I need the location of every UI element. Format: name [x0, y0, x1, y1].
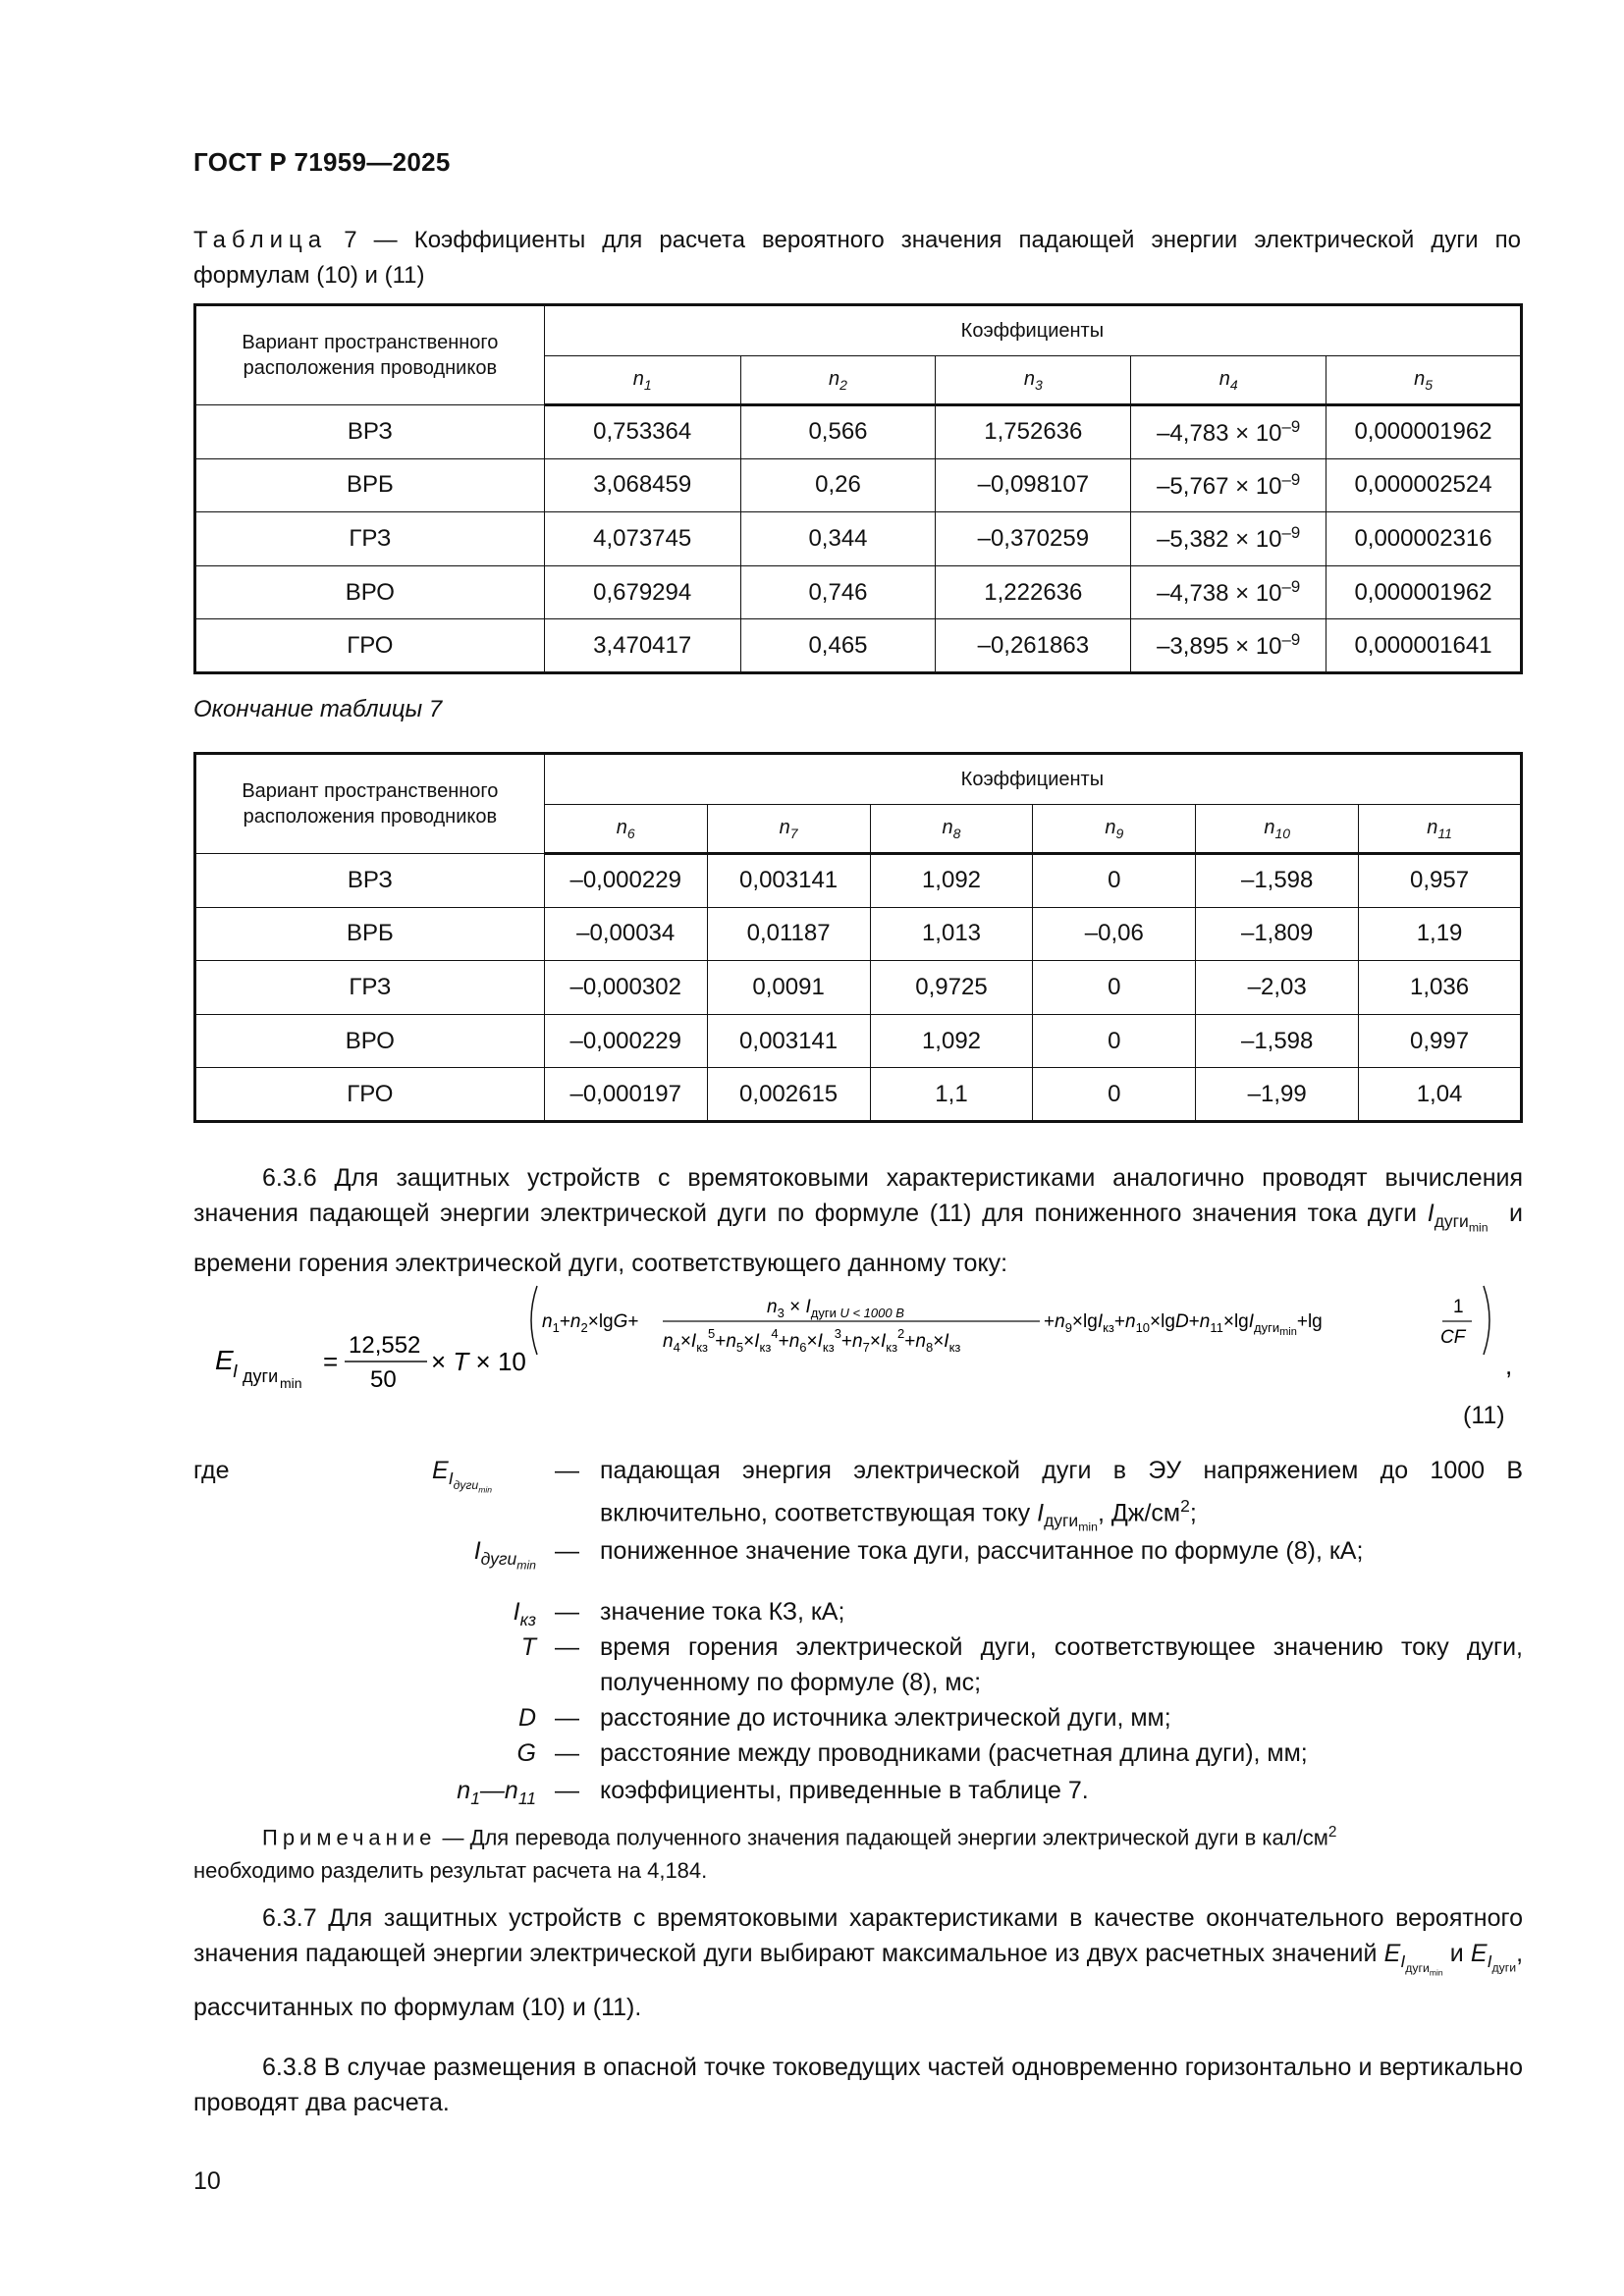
- column-header: $n_{10}$: [1196, 805, 1359, 854]
- value-cell: –0,098107: [936, 458, 1131, 512]
- page-number: 10: [193, 2167, 221, 2195]
- value-cell: –0,000229: [544, 854, 707, 908]
- paragraph-6-3-6: 6.3.6 Для защитных устройств с времятоковыми характеристиками аналогично проводят вычисления значения падающей энергии электрической дуги по формуле (11) для пониженного значения тока дуги $I_{дуги_{min}}$ и времени горения электрической дуги, соответствующего данному току:: [193, 1164, 1523, 1277]
- note-text: — Для перевода полученного значения падающей энергии электрической дуги в кал/см: [436, 1825, 1328, 1850]
- value-cell: 0,01187: [707, 907, 870, 961]
- value-cell: –0,00034: [544, 907, 707, 961]
- column-header: $n_2$: [740, 356, 936, 405]
- value-cell: 0,000001962: [1326, 565, 1522, 619]
- column-header: $n_4$: [1131, 356, 1326, 405]
- svg-text:=: =: [323, 1347, 339, 1376]
- variant-header: Вариант пространственного расположения проводников: [195, 754, 545, 854]
- svg-text:,: ,: [1505, 1351, 1513, 1380]
- value-cell: 0,465: [740, 619, 936, 673]
- table-caption-text: 7 — Коэффициенты для расчета вероятного значения падающей энергии электрической дуги по формулам (10) и (11): [193, 227, 1521, 289]
- svg-text:n3 × Iдуги U < 1000 В: $n_3 \times I_{дуги}$ U < 1000 В: [767, 1297, 904, 1320]
- formula-coef-numerator: 12,552: [349, 1332, 421, 1359]
- value-cell: $-5,767 \times 10^{-9}$: [1131, 458, 1326, 512]
- paragraph-text: 6.3.8 В случае размещения в опасной точке токоведущих частей одновременно горизонтально и вертикально проводят два расчета.: [193, 2054, 1523, 2116]
- value-cell: $-5,382 \times 10^{-9}$: [1131, 512, 1326, 566]
- variant-cell: ВРО: [195, 565, 545, 619]
- table-row: [195, 458, 1522, 512]
- value-cell: 0,000002524: [1326, 458, 1522, 512]
- variant-cell: ВРБ: [195, 458, 545, 512]
- value-cell: 0,997: [1359, 1014, 1522, 1068]
- table-row: [195, 907, 1522, 961]
- legend-where: где: [193, 1457, 230, 1484]
- paragraph-text: 6.3.7 Для защитных устройств с времятоковыми характеристиками в качестве окончательного вероятного значения падающей энергии электрической дуги выбирают максимальное из двух расчетных значений: [193, 1904, 1523, 1967]
- value-cell: 0,679294: [544, 565, 740, 619]
- value-cell: 0: [1033, 854, 1196, 908]
- value-cell: 1,013: [870, 907, 1033, 961]
- value-cell: 1,092: [870, 854, 1033, 908]
- variant-cell: ВРБ: [195, 907, 545, 961]
- column-header: $n_{11}$: [1359, 805, 1522, 854]
- value-cell: $-4,783 \times 10^{-9}$: [1131, 405, 1326, 459]
- value-cell: 0: [1033, 1014, 1196, 1068]
- variant-cell: ГРЗ: [195, 961, 545, 1015]
- value-cell: 1,222636: [936, 565, 1131, 619]
- value-cell: 0,753364: [544, 405, 740, 459]
- svg-text:CF: CF: [1440, 1327, 1466, 1348]
- value-cell: 3,068459: [544, 458, 740, 512]
- variant-cell: ВРЗ: [195, 405, 545, 459]
- table-row: [195, 512, 1522, 566]
- column-header: $n_1$: [544, 356, 740, 405]
- value-cell: 0,9725: [870, 961, 1033, 1015]
- value-cell: 0,344: [740, 512, 936, 566]
- value-cell: 0: [1033, 961, 1196, 1015]
- value-cell: 0,003141: [707, 1014, 870, 1068]
- value-cell: 3,470417: [544, 619, 740, 673]
- coefficients-header: Коэффициенты: [544, 305, 1521, 356]
- value-cell: 0,000001641: [1326, 619, 1522, 673]
- value-cell: 1,04: [1359, 1068, 1522, 1122]
- svg-text:дуги: дуги: [243, 1366, 279, 1386]
- svg-text:n1+n2×lgG+: $n_1+n_2\times\lg G+$: [542, 1311, 639, 1335]
- note: Примечание — Для перевода полученного значения падающей энергии электрической дуги в кал/$см^2$ необходимо разделить результат расчета на 4,184.: [193, 1824, 1337, 1884]
- value-cell: –0,000302: [544, 961, 707, 1015]
- value-cell: 0,957: [1359, 854, 1522, 908]
- coefficients-table-2: [193, 752, 1523, 1123]
- coefficients-table-1: [193, 303, 1523, 674]
- table-caption: [193, 223, 1521, 294]
- note-text-tail: необходимо разделить результат расчета на 4,184.: [193, 1858, 708, 1884]
- table-caption-label: Таблица: [193, 227, 328, 253]
- value-cell: 0,000002316: [1326, 512, 1522, 566]
- table-row: [195, 405, 1522, 459]
- table-row: [195, 619, 1522, 673]
- variant-header: Вариант пространственного расположения проводников: [195, 305, 545, 405]
- variant-cell: ВРО: [195, 1014, 545, 1068]
- value-cell: 1,752636: [936, 405, 1131, 459]
- paragraph-text-tail: и времени горения электрической дуги, соответствующего данному току:: [193, 1200, 1523, 1277]
- value-cell: 0,0091: [707, 961, 870, 1015]
- note-label: Примечание: [262, 1825, 437, 1850]
- svg-text:× T × 10: × T × 10: [431, 1347, 526, 1376]
- formula-coef-denominator: 50: [370, 1366, 397, 1393]
- value-cell: –0,000197: [544, 1068, 707, 1122]
- table-continuation-title: Окончание таблицы 7: [193, 696, 443, 722]
- value-cell: –1,598: [1196, 1014, 1359, 1068]
- value-cell: –0,06: [1033, 907, 1196, 961]
- value-cell: 0,002615: [707, 1068, 870, 1122]
- variant-cell: ГРО: [195, 619, 545, 673]
- value-cell: 0,000001962: [1326, 405, 1522, 459]
- column-header: $n_3$: [936, 356, 1131, 405]
- column-header: $n_8$: [870, 805, 1033, 854]
- value-cell: –0,370259: [936, 512, 1131, 566]
- value-cell: 0,746: [740, 565, 936, 619]
- value-cell: –0,000229: [544, 1014, 707, 1068]
- table-row: [195, 1014, 1522, 1068]
- column-header: $n_6$: [544, 805, 707, 854]
- variant-cell: ГРО: [195, 1068, 545, 1122]
- value-cell: $-3,895 \times 10^{-9}$: [1131, 619, 1326, 673]
- value-cell: 0,566: [740, 405, 936, 459]
- table-row: [195, 565, 1522, 619]
- value-cell: $-4,738 \times 10^{-9}$: [1131, 565, 1326, 619]
- paragraph-6-3-8: [193, 2050, 1523, 2120]
- legend-item: где $E_{I_{дуги_{min}}}$ — падающая энергия электрической дуги в ЭУ напряжением до 1000 В включительно, соответствующая току $I_{дуги_{min}}$, $Дж/см^2$;: [193, 1453, 1523, 1523]
- column-header: $n_9$: [1033, 805, 1196, 854]
- value-cell: 1,19: [1359, 907, 1522, 961]
- coefficients-header: Коэффициенты: [544, 754, 1521, 805]
- value-cell: 4,073745: [544, 512, 740, 566]
- svg-text:+n9×lgIкз+n10×lgD+n11×lgIдугиm: $+n_9\times\lg I_{кз}+n_{10}\times\lg D+n_{11}\times\lg I_{дуги}\min+\lg$: [1044, 1311, 1323, 1338]
- document-header: ГОСТ Р 71959—2025: [193, 147, 451, 177]
- table-row: [195, 961, 1522, 1015]
- value-cell: 1,092: [870, 1014, 1033, 1068]
- paragraph-6-3-7: 6.3.7 Для защитных устройств с времятоковыми характеристиками в качестве окончательного вероятного значения падающей энергии электрической дуги выбирают максимальное из двух расчетных значений $E_{I_{дуги_{min}}}$ и $E_{I_{дуги}}$, рассчитанных по формулам (10) и (11).: [193, 1904, 1524, 2021]
- paragraph-text: 6.3.6 Для защитных устройств с времятоковыми характеристиками аналогично проводят вычисления значения падающей энергии электрической дуги по формуле (11) для пониженного значения тока дуги: [193, 1164, 1523, 1227]
- value-cell: 0,26: [740, 458, 936, 512]
- column-header: $n_5$: [1326, 356, 1522, 405]
- svg-text:E: E: [215, 1345, 234, 1375]
- value-cell: –2,03: [1196, 961, 1359, 1015]
- table-row: [195, 854, 1522, 908]
- column-header: $n_7$: [707, 805, 870, 854]
- svg-text:n4×Iкз5+n5×Iкз4+n6×Iкз3+n7×Iкз: $n_4\times I_{кз}^5+n_5\times I_{кз}^4+n_6\times I_{кз}^3+n_7\times I_{кз}^2+n_8\times I_{кз}$: [663, 1326, 961, 1355]
- value-cell: 0: [1033, 1068, 1196, 1122]
- variant-cell: ГРЗ: [195, 512, 545, 566]
- formula-number: (11): [1463, 1402, 1505, 1429]
- svg-text:I: I: [233, 1362, 239, 1381]
- value-cell: 1,036: [1359, 961, 1522, 1015]
- value-cell: –0,261863: [936, 619, 1131, 673]
- svg-text:min: min: [280, 1375, 302, 1391]
- svg-text:1: 1: [1453, 1297, 1464, 1317]
- table-row: [195, 1068, 1522, 1122]
- value-cell: –1,598: [1196, 854, 1359, 908]
- formula-11: [193, 1276, 1523, 1394]
- value-cell: –1,99: [1196, 1068, 1359, 1122]
- value-cell: 0,003141: [707, 854, 870, 908]
- value-cell: 1,1: [870, 1068, 1033, 1122]
- variant-cell: ВРЗ: [195, 854, 545, 908]
- value-cell: –1,809: [1196, 907, 1359, 961]
